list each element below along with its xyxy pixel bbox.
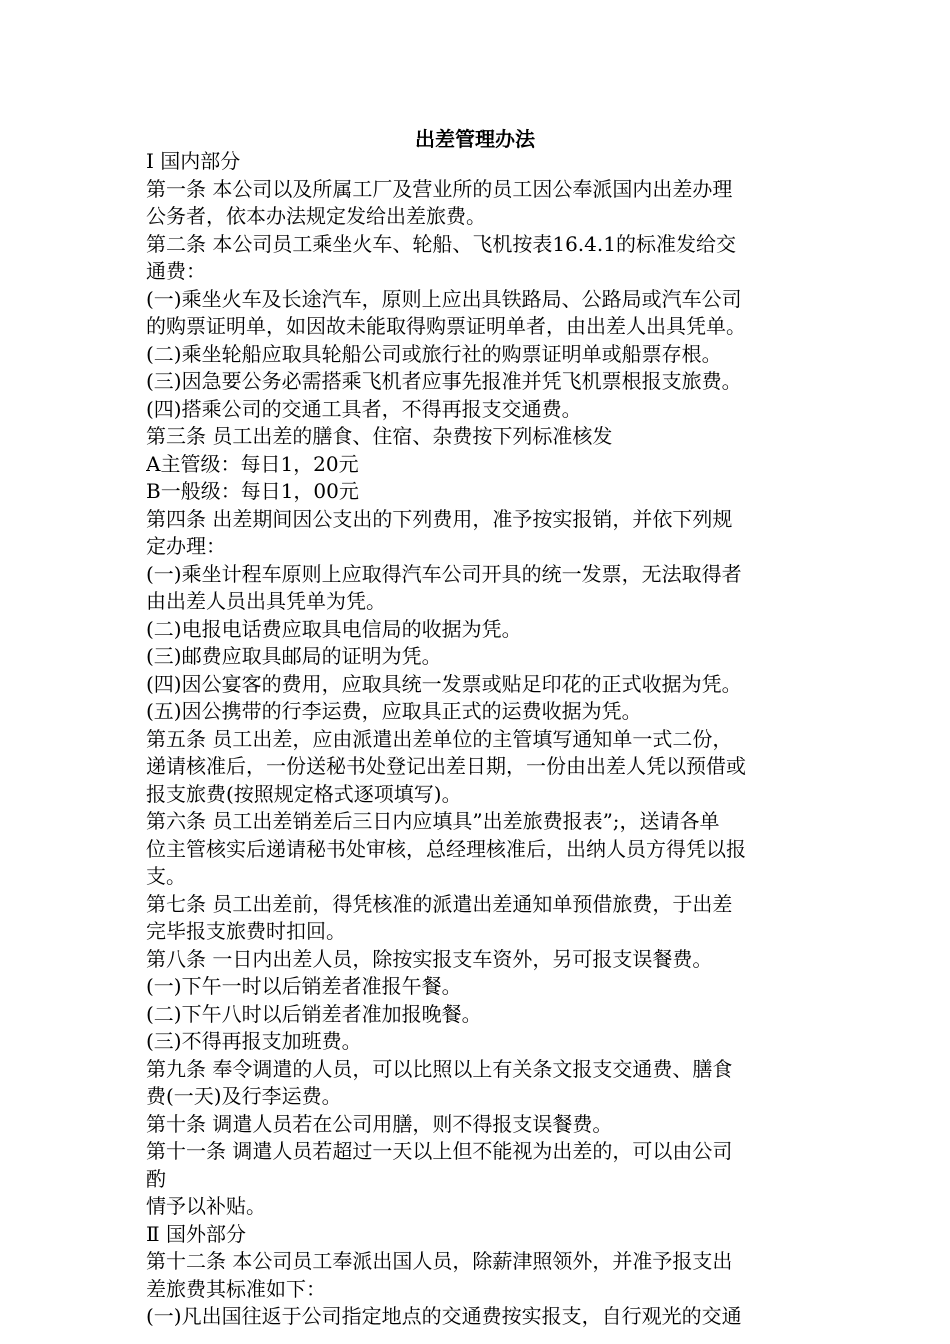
text-line: (三)邮费应取具邮局的证明为凭。 bbox=[146, 644, 442, 668]
text-line: (四)搭乘公司的交通工具者，不得再报支交通费。 bbox=[146, 396, 582, 421]
text-line: Ⅱ 国外部分 bbox=[146, 1221, 246, 1246]
text-line: 第六条 员工出差销差后三日内应填具”出差旅费报表”;，送请各单 bbox=[146, 809, 720, 833]
text-line: (二)下午八时以后销差者准加报晚餐。 bbox=[146, 1001, 482, 1026]
text-line: 第二条 本公司员工乘坐火车、轮船、飞机按表16.4.1的标准发给交 bbox=[146, 231, 736, 256]
text-line: (三)不得再报支加班费。 bbox=[146, 1029, 362, 1053]
text-line: Ⅰ 国内部分 bbox=[146, 149, 241, 173]
text-line: 第一条 本公司以及所属工厂及营业所的员工因公奉派国内出差办理 bbox=[146, 176, 733, 201]
text-line: (一)乘坐计程车原则上应取得汽车公司开具的统一发票，无法取得者 bbox=[146, 561, 742, 586]
text-line: 第八条 一日内出差人员，除按实报支车资外，另可报支误餐费。 bbox=[146, 946, 713, 971]
text-line: 定办理： bbox=[146, 534, 226, 558]
text-line: 第九条 奉令调遣的人员，可以比照以上有关条文报支交通费、膳食 bbox=[146, 1056, 733, 1081]
text-line: 递请核准后，一份送秘书处登记出差日期，一份由出差人凭以预借或 bbox=[146, 754, 746, 778]
text-line: (四)因公宴客的费用，应取具统一发票或贴足印花的正式收据为凭。 bbox=[146, 671, 742, 696]
text-line: 支。 bbox=[146, 864, 186, 888]
text-line: 第七条 员工出差前，得凭核准的派遣出差通知单预借旅费，于出差 bbox=[146, 891, 733, 916]
text-line: 第三条 员工出差的膳食、住宿、杂费按下列标准核发 bbox=[146, 424, 613, 448]
text-line: 完毕报支旅费时扣回。 bbox=[146, 919, 346, 943]
text-line: (一)凡出国往返于公司指定地点的交通费按实报支，自行观光的交通 bbox=[146, 1304, 742, 1328]
text-line: 报支旅费(按照规定格式逐项填写)。 bbox=[146, 781, 462, 806]
text-line: 由出差人员出具凭单为凭。 bbox=[146, 589, 386, 613]
text-line: 差旅费其标准如下： bbox=[146, 1276, 326, 1301]
text-line: 酌 bbox=[146, 1166, 166, 1191]
text-line: A主管级：每日1，20元 bbox=[146, 451, 359, 476]
text-line: 情予以补贴。 bbox=[146, 1194, 266, 1218]
text-line: (二)电报电话费应取具电信局的收据为凭。 bbox=[146, 616, 522, 641]
text-line: 第四条 出差期间因公支出的下列费用，准予按实报销，并依下列规 bbox=[146, 506, 733, 531]
text-line: (三)因急要公务必需搭乘飞机者应事先报准并凭飞机票根报支旅费。 bbox=[146, 369, 742, 393]
text-line: 第十条 调遣人员若在公司用膳，则不得报支误餐费。 bbox=[146, 1111, 613, 1136]
text-line: 的购票证明单，如因故未能取得购票证明单者，由出差人出具凭单。 bbox=[146, 314, 746, 338]
text-line: 公务者，依本办法规定发给出差旅费。 bbox=[146, 204, 486, 228]
text-line: (五)因公携带的行李运费，应取具正式的运费收据为凭。 bbox=[146, 699, 642, 723]
text-line: B一般级：每日1，00元 bbox=[146, 479, 359, 503]
text-line: 第十一条 调遣人员若超过一天以上但不能视为出差的，可以由公司 bbox=[146, 1139, 733, 1163]
text-line: 费(一天)及行李运费。 bbox=[146, 1084, 342, 1108]
document-body bbox=[146, 148, 810, 1331]
text-line: 位主管核实后递请秘书处审核，总经理核准后，出纳人员方得凭以报 bbox=[146, 836, 746, 861]
text-line: 第十二条 本公司员工奉派出国人员，除薪津照领外，并准予报支出 bbox=[146, 1249, 733, 1273]
text-line: (一)乘坐火车及长途汽车，原则上应出具铁路局、公路局或汽车公司 bbox=[146, 286, 742, 311]
text-line: 第五条 员工出差，应由派遣出差单位的主管填写通知单一式二份， bbox=[146, 726, 733, 751]
text-line: 通费： bbox=[146, 259, 206, 283]
text-line: (二)乘坐轮船应取具轮船公司或旅行社的购票证明单或船票存根。 bbox=[146, 341, 722, 366]
text-line: (一)下午一时以后销差者准报午餐。 bbox=[146, 974, 462, 998]
document-title: 出差管理办法 bbox=[415, 127, 535, 151]
